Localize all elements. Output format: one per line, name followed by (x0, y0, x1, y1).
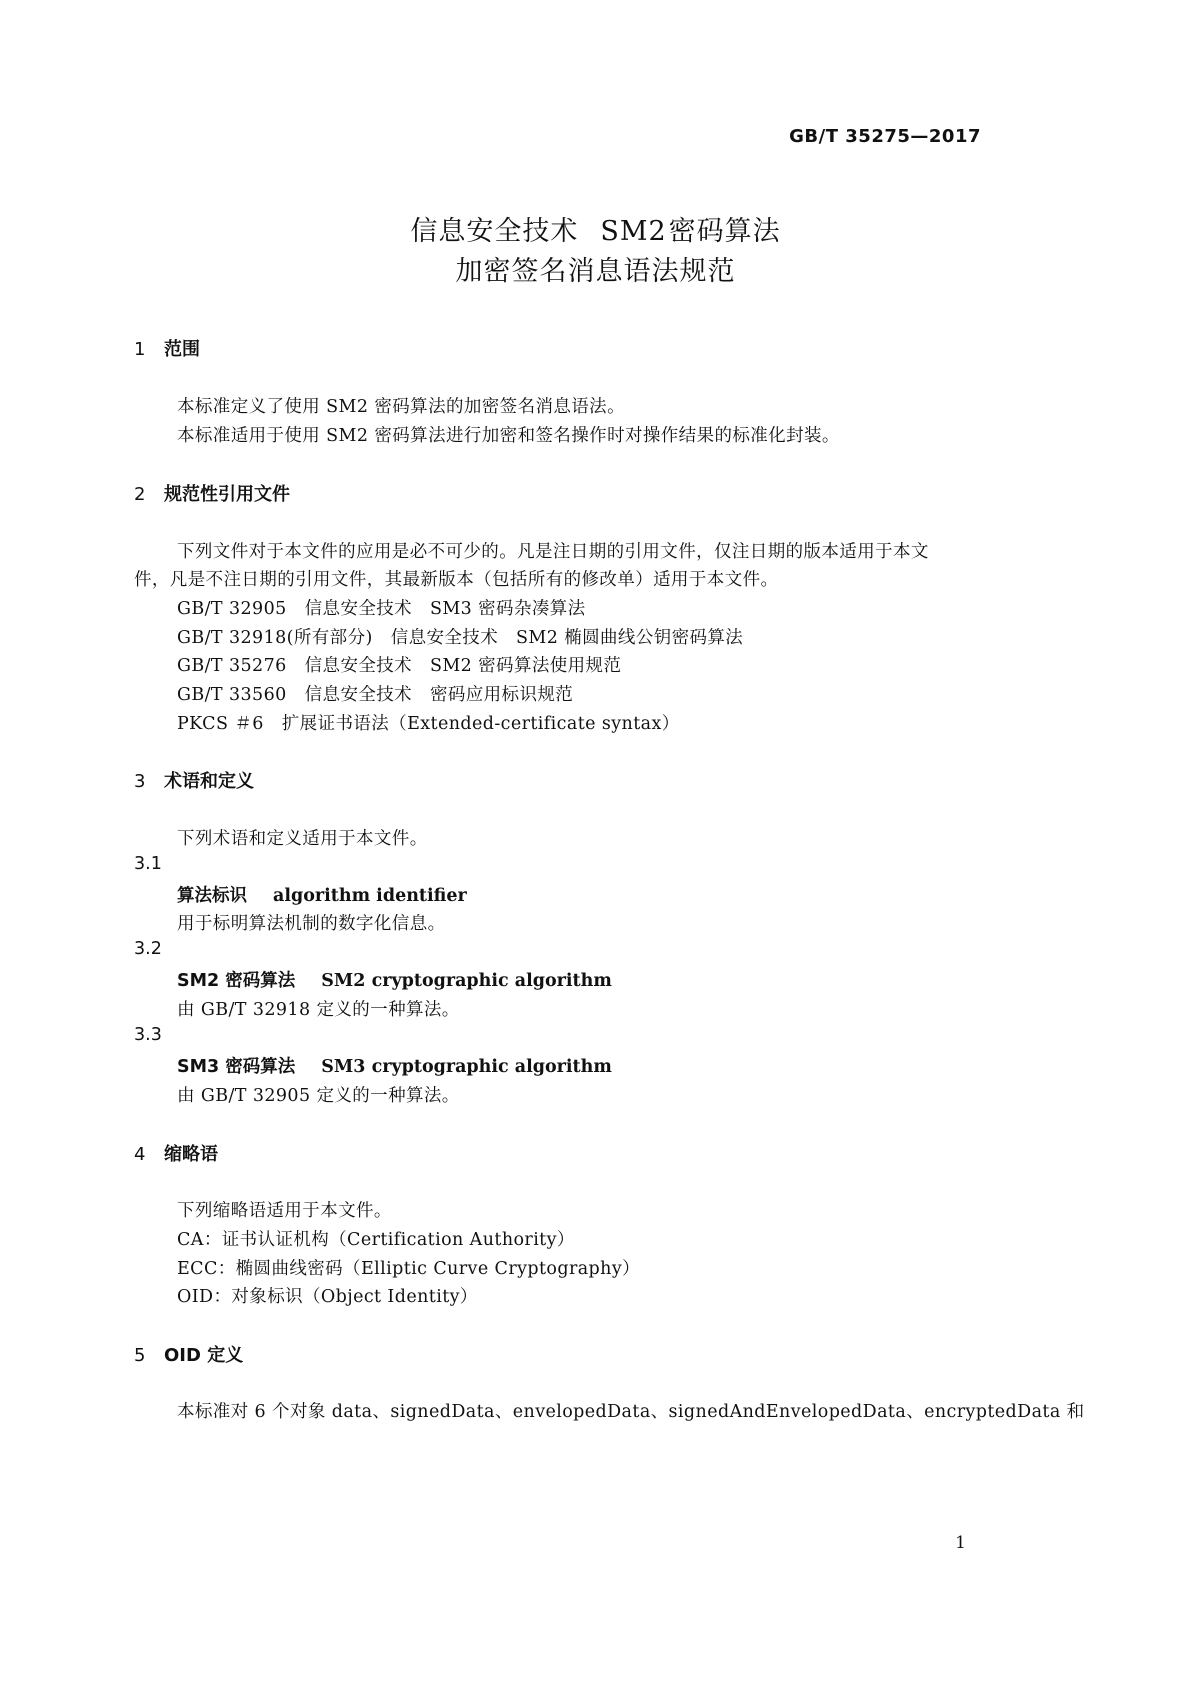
section-number: 1 (134, 339, 146, 360)
term-zh: 算法标识 (177, 886, 247, 906)
section-title: 规范性引用文件 (164, 484, 290, 505)
reference-title: 信息安全技术 SM3 密码杂凑算法 (304, 599, 586, 619)
section-number: 5 (134, 1345, 146, 1366)
reference-title: 信息安全技术 密码应用标识规范 (304, 685, 574, 705)
term-definition: 由 GB/T 32905 定义的一种算法。 (177, 1086, 460, 1106)
section-title: OID 定义 (164, 1345, 244, 1366)
abbreviation-item: ECC：椭圆曲线密码（Elliptic Curve Cryptography） (177, 1259, 641, 1279)
abbreviation-item: CA：证书认证机构（Certification Authority） (177, 1230, 575, 1250)
term-en: SM2 cryptographic algorithm (321, 971, 612, 991)
section-heading-3 (134, 767, 254, 793)
term-heading (177, 1053, 612, 1078)
reference-code: GB/T 32918(所有部分) (177, 628, 373, 648)
section-number: 2 (134, 484, 146, 505)
title-suffix: 密码算法 (668, 216, 781, 247)
term-number: 3.3 (134, 1025, 162, 1045)
reference-item (177, 652, 621, 677)
reference-code: PKCS ＃6 (177, 714, 264, 734)
paragraph: 本标准定义了使用 SM2 密码算法的加密签名消息语法。 (177, 397, 625, 417)
section-title: 缩略语 (164, 1144, 218, 1165)
term-number: 3.2 (134, 939, 162, 959)
term-en: SM3 cryptographic algorithm (321, 1057, 612, 1077)
term-number: 3.1 (134, 854, 162, 874)
title-prefix: 信息安全技术 (410, 216, 579, 247)
section-title: 范围 (164, 339, 200, 360)
reference-title: 扩展证书语法（Extended-certificate syntax） (281, 714, 680, 734)
paragraph: 下列文件对于本文件的应用是必不可少的。凡是注日期的引用文件，仅注日期的版本适用于本文 (177, 542, 929, 562)
term-heading (177, 967, 612, 992)
reference-title: 信息安全技术 SM2 椭圆曲线公钥密码算法 (390, 628, 744, 648)
paragraph: 下列缩略语适用于本文件。 (177, 1201, 392, 1221)
document-title-line2: 加密签名消息语法规范 (455, 256, 736, 287)
section-heading-4 (134, 1140, 218, 1166)
term-heading (177, 882, 467, 907)
section-heading-2 (134, 480, 290, 506)
term-definition: 用于标明算法机制的数字化信息。 (177, 914, 446, 934)
paragraph-continuation: 件，凡是不注日期的引用文件，其最新版本（包括所有的修改单）适用于本文件。 (134, 570, 779, 590)
paragraph: 本标准对 6 个对象 data、signedData、envelopedData、signedAndEnvelopedData、encryptedData 和 (177, 1402, 1085, 1422)
abbreviation-item: OID：对象标识（Object Identity） (177, 1287, 478, 1307)
term-en: algorithm identifier (273, 886, 467, 906)
page-number: 1 (955, 1533, 966, 1553)
reference-item (177, 681, 573, 706)
document-title-line1 (0, 209, 1191, 248)
reference-item (177, 595, 586, 620)
reference-code: GB/T 35276 (177, 656, 287, 676)
term-zh: SM3 密码算法 (177, 1057, 296, 1077)
reference-code: GB/T 33560 (177, 685, 287, 705)
paragraph: 本标准适用于使用 SM2 密码算法进行加密和签名操作时对操作结果的标准化封装。 (177, 426, 840, 446)
title-sm2: SM2 (600, 216, 667, 247)
section-heading-5 (134, 1341, 243, 1367)
paragraph: 下列术语和定义适用于本文件。 (177, 829, 428, 849)
reference-code: GB/T 32905 (177, 599, 287, 619)
term-zh: SM2 密码算法 (177, 971, 296, 991)
section-title: 术语和定义 (164, 771, 254, 792)
section-number: 4 (134, 1144, 146, 1165)
term-definition: 由 GB/T 32918 定义的一种算法。 (177, 1000, 460, 1020)
reference-item (177, 710, 680, 735)
reference-item (177, 624, 743, 649)
reference-title: 信息安全技术 SM2 密码算法使用规范 (304, 656, 622, 676)
section-heading-1 (134, 335, 200, 361)
standard-number: GB/T 35275—2017 (789, 126, 981, 147)
section-number: 3 (134, 771, 146, 792)
